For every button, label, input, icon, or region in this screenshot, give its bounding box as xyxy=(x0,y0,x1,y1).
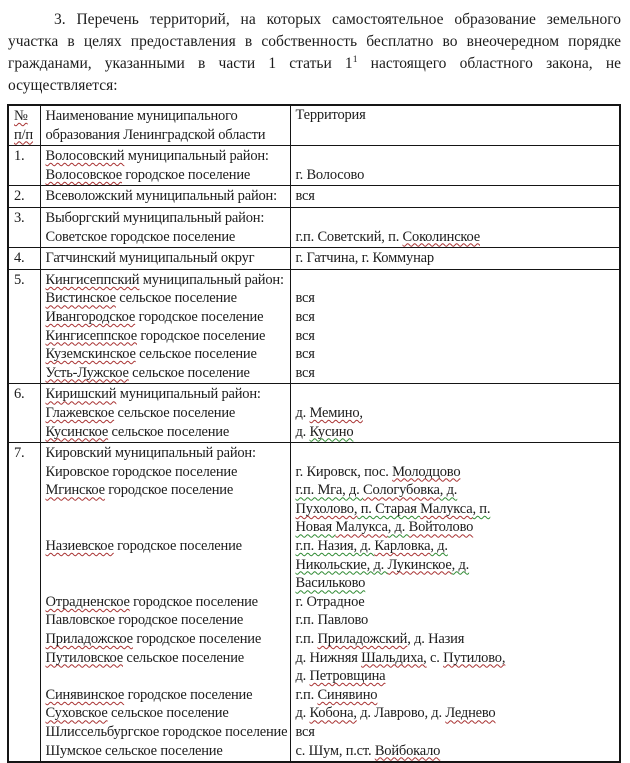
text-segment: д. xyxy=(295,423,310,440)
cell-municipality xyxy=(40,443,290,763)
text-line xyxy=(46,593,288,612)
text-segment: вся xyxy=(295,346,315,363)
marked-word: Никольские, д. xyxy=(295,556,388,573)
cell-territory xyxy=(290,186,620,208)
cell-territory xyxy=(290,248,620,270)
marked-word: п/п xyxy=(14,126,33,143)
text-line xyxy=(46,556,288,575)
text-line xyxy=(46,187,288,206)
text-line xyxy=(296,289,618,308)
row-number-line xyxy=(14,249,38,268)
marked-word: Молодцово xyxy=(392,463,461,480)
header-municipality xyxy=(40,105,290,146)
text-segment: вся xyxy=(295,364,315,381)
text-line xyxy=(46,667,288,686)
marked-word: Шальдиха, xyxy=(361,649,427,666)
marked-word: Мемино, xyxy=(309,404,363,421)
table-header-row xyxy=(8,105,620,146)
row-number-line xyxy=(14,271,38,290)
cell-row-number xyxy=(8,146,40,186)
text-line xyxy=(46,574,288,593)
text-line xyxy=(46,686,288,705)
text-line xyxy=(296,444,618,463)
marked-word: , д. xyxy=(430,538,448,555)
text-line xyxy=(296,518,618,537)
text-segment: сельское поселение xyxy=(108,423,230,440)
cell-row-number xyxy=(8,207,40,247)
text-line xyxy=(296,463,618,482)
text-line xyxy=(296,385,618,404)
text-segment: д. Нижняя xyxy=(295,649,362,666)
marked-word: , д. xyxy=(439,482,458,499)
text-segment: вся xyxy=(295,290,315,307)
text-line xyxy=(46,518,288,537)
marked-word: Вистинское xyxy=(45,290,116,307)
text-segment: г.п. Советский, п. xyxy=(295,228,403,245)
table-row xyxy=(8,384,620,443)
marked-word: Синявинское xyxy=(45,686,125,703)
marked-word: Сологубовка xyxy=(363,482,440,499)
text-segment: г. Волосово xyxy=(295,166,365,183)
text-segment: с. xyxy=(426,649,444,666)
cell-municipality xyxy=(40,384,290,443)
marked-word: Леднево xyxy=(445,705,496,722)
text-line xyxy=(46,209,288,228)
text-segment: вся xyxy=(295,327,315,344)
text-segment: вся xyxy=(295,724,315,740)
text-segment: г. Гатчина, г. Коммунар xyxy=(295,250,434,267)
header-line xyxy=(46,126,288,145)
row-number-line xyxy=(14,444,38,463)
text-segment: Кировский муниципальный район: xyxy=(45,445,256,462)
text-segment: городское поселение xyxy=(136,327,266,344)
text-segment: 4. xyxy=(14,250,25,267)
cell-municipality xyxy=(40,248,290,270)
text-segment: г. Отрадное xyxy=(295,593,365,610)
text-line xyxy=(46,649,288,668)
text-line xyxy=(46,611,288,630)
text-line xyxy=(296,345,618,364)
marked-word: Кусино xyxy=(309,423,354,440)
marked-word: Путиловское xyxy=(45,649,123,666)
cell-territory xyxy=(290,443,620,763)
text-segment: , д. Назия xyxy=(407,631,465,648)
text-line xyxy=(46,289,288,308)
text-segment: городское поселение xyxy=(104,482,234,499)
text-line xyxy=(46,385,288,404)
text-segment: Шлиссельбургское городское поселение xyxy=(45,724,288,740)
text-segment: г.п. Павлово xyxy=(295,612,369,629)
text-segment: Всеволожский муниципальный район: xyxy=(45,188,277,205)
text-line xyxy=(46,444,288,463)
text-line xyxy=(296,308,618,327)
text-segment: сельское поселение xyxy=(135,346,257,363)
marked-word: г.п. Назия, д. xyxy=(295,538,375,555)
text-line xyxy=(296,481,618,500)
marked-word: , д. xyxy=(387,519,409,536)
marked-word: Синявино xyxy=(317,686,378,703)
text-segment: сельское поселение xyxy=(128,364,250,381)
marked-word: Кингисеппское xyxy=(45,327,137,344)
text-segment: 1. xyxy=(14,148,25,165)
text-line xyxy=(46,742,288,761)
text-line xyxy=(46,364,288,383)
text-segment: 3. xyxy=(14,209,25,226)
marked-word: Малукса xyxy=(420,500,473,517)
cell-territory xyxy=(290,269,620,384)
text-line xyxy=(46,463,288,482)
marked-word: Васильково xyxy=(295,575,366,592)
text-line xyxy=(296,593,618,612)
row-number-line xyxy=(14,209,38,228)
table-row xyxy=(8,186,620,208)
table-row xyxy=(8,146,620,186)
cell-municipality xyxy=(40,269,290,384)
text-line xyxy=(296,630,618,649)
table-row xyxy=(8,207,620,247)
marked-word: Приладожский xyxy=(317,631,408,648)
row-number-line xyxy=(14,187,38,206)
row-number-line xyxy=(14,385,38,404)
text-segment: Павловское городское поселение xyxy=(45,612,244,629)
text-line xyxy=(296,742,618,761)
text-segment: сельское поселение xyxy=(107,705,229,722)
marked-word: Волосовское xyxy=(45,166,122,183)
cell-municipality xyxy=(40,186,290,208)
header-line xyxy=(14,126,38,145)
text-line xyxy=(296,556,618,575)
cell-territory xyxy=(290,146,620,186)
header-line xyxy=(14,107,38,126)
text-line xyxy=(296,649,618,668)
marked-word: Киришский xyxy=(45,386,117,403)
text-segment: 6. xyxy=(14,386,25,403)
text-segment: г. Кировск, пос. xyxy=(295,463,393,480)
text-line xyxy=(296,667,618,686)
marked-word: Кингисеппский xyxy=(45,271,140,288)
text-segment: д. xyxy=(295,668,310,685)
text-segment: Советское городское поселение xyxy=(45,228,236,245)
row-number-line xyxy=(14,147,38,166)
text-line xyxy=(46,308,288,327)
text-segment: г.п. xyxy=(295,631,318,648)
text-line xyxy=(296,147,618,166)
text-segment: городское поселение xyxy=(135,308,264,325)
cell-municipality xyxy=(40,146,290,186)
text-segment: муниципальный район: xyxy=(139,271,284,288)
text-segment: сельское поселение xyxy=(114,404,236,421)
text-segment: Выборгский муниципальный район: xyxy=(45,209,265,226)
marked-word: Лукинское xyxy=(387,556,452,573)
header-line xyxy=(46,107,288,126)
text-segment: вся xyxy=(295,308,315,325)
marked-word: Соколинское xyxy=(402,228,480,245)
text-segment: 2. xyxy=(14,188,25,205)
text-segment: д. xyxy=(295,705,310,722)
cell-row-number xyxy=(8,269,40,384)
marked-word: Ивангородское xyxy=(45,308,136,325)
text-line xyxy=(46,147,288,166)
text-segment: городское поселение xyxy=(121,166,251,183)
text-line xyxy=(46,423,288,442)
text-segment: сельское поселение xyxy=(122,649,244,666)
marked-word: Путилово, xyxy=(443,649,506,666)
text-line xyxy=(296,187,618,206)
marked-word: Глажевское xyxy=(45,404,115,421)
cell-row-number xyxy=(8,443,40,763)
text-segment: 7. xyxy=(14,445,25,462)
cell-row-number xyxy=(8,248,40,270)
text-segment: муниципальный район: xyxy=(124,148,269,165)
text-segment: городское поселение xyxy=(132,631,262,648)
text-segment: д. Лаврово, д. xyxy=(356,705,446,722)
text-line xyxy=(296,611,618,630)
marked-word: Пухолово, xyxy=(295,500,358,517)
text-line xyxy=(296,704,618,723)
cell-row-number xyxy=(8,384,40,443)
marked-word: г.п. Мга, д. xyxy=(295,482,363,499)
text-segment: образования Ленинградской области xyxy=(45,126,266,143)
marked-word: Войбокало xyxy=(374,742,441,759)
marked-word: Петровщина xyxy=(309,668,386,685)
marked-word: Волосовский xyxy=(45,148,125,165)
marked-word: Войтолово xyxy=(408,519,474,536)
table-body xyxy=(8,146,620,763)
text-segment: Наименование муниципального xyxy=(45,108,238,124)
text-line xyxy=(296,537,618,556)
text-segment: муниципальный район: xyxy=(116,386,261,403)
marked-word: Кобона, xyxy=(309,705,357,722)
text-segment: с. Шум, п.ст. xyxy=(295,742,375,759)
text-segment: сельское поселение xyxy=(115,290,237,307)
text-line xyxy=(296,209,618,228)
intro-paragraph xyxy=(8,9,621,97)
marked-word: , п. xyxy=(472,500,491,517)
text-segment: городское поселение xyxy=(113,538,242,555)
text-segment: 3. Перечень территорий, на которых самостоятельное образование земельного участка в целях предоставления в собственность бесплатно во внеочередном порядке гражданами, указанными в части 1 статьи 1 xyxy=(8,11,621,72)
footnote-ref: 1 xyxy=(352,53,358,65)
marked-word: Куземскинское xyxy=(45,346,136,363)
text-line xyxy=(46,630,288,649)
cell-territory xyxy=(290,207,620,247)
marked-word: Приладожское xyxy=(45,631,133,648)
text-line xyxy=(296,574,618,593)
marked-word: Новая xyxy=(295,519,336,536)
text-line xyxy=(46,271,288,290)
marked-word: Карловка xyxy=(374,538,431,555)
text-line xyxy=(296,327,618,346)
marked-word: Мгинское xyxy=(45,482,105,499)
marked-word: № xyxy=(14,108,28,124)
text-line xyxy=(296,228,618,247)
header-territory: Территория xyxy=(290,105,620,146)
text-line xyxy=(296,271,618,290)
text-line xyxy=(46,249,288,268)
marked-word: Усть-Лужское xyxy=(45,364,129,381)
cell-territory xyxy=(290,384,620,443)
text-line xyxy=(46,723,288,742)
text-segment: городское поселение xyxy=(124,686,253,703)
text-line xyxy=(296,500,618,519)
marked-word: Малукса xyxy=(335,519,388,536)
text-line xyxy=(296,686,618,705)
text-segment: настоящего областного закона, не осуществляется: xyxy=(8,55,621,94)
table-row xyxy=(8,443,620,763)
marked-word: Назиевское xyxy=(45,538,114,555)
table-row xyxy=(8,269,620,384)
text-segment: г.п. xyxy=(295,686,318,703)
text-line xyxy=(46,228,288,247)
text-line xyxy=(296,249,618,268)
cell-municipality xyxy=(40,207,290,247)
text-segment: вся xyxy=(295,188,315,205)
territories-table xyxy=(7,104,621,763)
text-line xyxy=(46,345,288,364)
marked-word: Суховское xyxy=(45,705,108,722)
table-row xyxy=(8,248,620,270)
text-line xyxy=(296,166,618,185)
text-line xyxy=(46,166,288,185)
text-segment: Кировское городское поселение xyxy=(45,463,238,480)
text-line xyxy=(296,404,618,423)
text-line xyxy=(46,481,288,500)
marked-word: п. Старая xyxy=(357,500,421,517)
header-row-number xyxy=(8,105,40,146)
marked-word: , д. xyxy=(451,556,470,573)
text-line xyxy=(296,364,618,383)
marked-word: Отрадненское xyxy=(45,593,130,610)
text-segment: 5. xyxy=(14,271,25,288)
marked-word: Кусинское xyxy=(45,423,109,440)
text-line xyxy=(296,723,618,742)
text-segment: Гатчинский муниципальный округ xyxy=(45,250,255,267)
text-line xyxy=(46,327,288,346)
text-line xyxy=(46,537,288,556)
text-segment: Шумское сельское поселение xyxy=(45,742,223,759)
text-line xyxy=(46,404,288,423)
text-segment: д. xyxy=(295,404,310,421)
text-line xyxy=(46,500,288,519)
text-segment: городское поселение xyxy=(129,593,258,610)
text-line xyxy=(296,423,618,442)
cell-row-number xyxy=(8,186,40,208)
text-line xyxy=(46,704,288,723)
